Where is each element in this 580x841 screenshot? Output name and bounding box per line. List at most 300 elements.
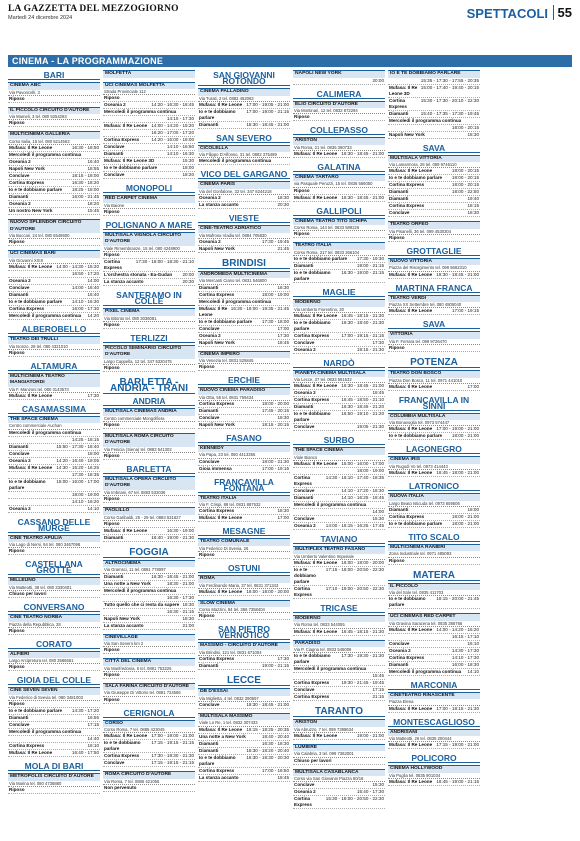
showtimes: 16:45 - 18:00 - 21:00 [436, 470, 479, 476]
film-title: Cortina Express [294, 475, 312, 487]
showtime-row [293, 270, 385, 283]
film-title: Cortina Express [199, 656, 235, 662]
venue-block [198, 575, 290, 596]
city-heading: CASAMASSIMA [8, 404, 100, 414]
showtime-row [8, 187, 100, 194]
showtime-row [388, 182, 480, 189]
showtimes: 16:10 [87, 743, 99, 749]
film-title: La stanza accanto [199, 202, 239, 208]
listings-columns [8, 70, 572, 835]
venue-name: ARISTON [293, 137, 385, 145]
showtimes: 14:20 - 16:30 - 18:45 [151, 102, 194, 108]
showtime-row [198, 702, 290, 709]
showtime-row [198, 239, 290, 246]
showtimes: 17:15 [372, 687, 384, 693]
venue-address: Via Venezia tel. 0831 525845 [198, 358, 290, 364]
showtime-row [198, 466, 290, 473]
city-heading: CALIMERA [293, 89, 385, 99]
film-title: Mercoledì il programma continua [389, 117, 462, 123]
showtime-row [8, 722, 100, 729]
showtime-row [293, 383, 385, 390]
venue-address: Via Otta, 55 tel. 0831 759434 [198, 395, 290, 401]
venue-address: Via P. Ciagna tel. 0833 545006 [293, 647, 385, 653]
film-title: Cortina Express [294, 397, 330, 403]
venue-name: CINEMA PALLADINO [198, 88, 290, 96]
city-heading: ANDRIA [103, 396, 195, 406]
venue-block [198, 88, 290, 129]
showtime-row [198, 613, 290, 620]
city-heading: POLICORO [388, 753, 480, 763]
city-heading: OSTUNI [198, 563, 290, 573]
film-title: Conclave [104, 172, 125, 178]
showtime-row [293, 560, 385, 567]
showtime-row [293, 347, 385, 354]
venue-name: CINE SEVEN SEVEN [8, 687, 100, 695]
city-heading: TERLIZZI [103, 333, 195, 343]
section-title: SPETTACOLI [466, 6, 548, 21]
film-title: Riposo [389, 345, 405, 351]
showtime-row [388, 655, 480, 662]
city-heading: FRANCAVILLA IN SINNI [388, 395, 480, 411]
showtime-row [388, 272, 480, 279]
showtimes: 16:15 - 18:25 - 20:35 [246, 726, 289, 732]
film-title: Diamanti [9, 292, 29, 298]
venue-name: DB D'ESSAI [198, 688, 290, 696]
showtime-row [8, 350, 100, 357]
venue-block [103, 720, 195, 768]
venue-name: LUMIERE [293, 744, 385, 752]
venue-name: METROPOLIS CIRCUITO D'AUTORE [8, 773, 100, 781]
showtime-row [198, 102, 290, 109]
film-title: Cortina Express [104, 137, 140, 143]
showtimes: 19:40 [467, 196, 479, 202]
showtime-row [103, 130, 195, 137]
film-title: Cortina Express [389, 97, 407, 109]
film-title: Conclave [9, 285, 30, 291]
showtimes: 19:00 - 21:15 [261, 663, 289, 669]
showtimes: 16:30 - 19:00 [166, 527, 194, 533]
film-title: Diamanti [199, 121, 219, 127]
showtimes: 18:30 [467, 131, 479, 137]
showtimes: 17:30 [277, 332, 289, 338]
showtime-row [198, 748, 290, 755]
showtime-row [388, 210, 480, 217]
film-title: Mercoledì il programma continua [294, 502, 367, 508]
showtimes: 16:30 - 18:30 - 20:30 [246, 754, 289, 760]
showtimes: 18:00 - 20:15 [451, 168, 479, 174]
venue-name: PIANETA CINEMA MULTISALA [293, 370, 385, 378]
showtime-row [388, 189, 480, 196]
showtimes: 16:30 - 18:45 - 21:00 [341, 383, 384, 389]
film-title: Riposo [389, 234, 405, 240]
showtimes: 17:30 [87, 392, 99, 398]
showtime-row [8, 548, 100, 555]
film-title: Oceania 2 [294, 346, 316, 352]
venue-block [8, 651, 100, 672]
showtimes: 17:30 - 18:00 [261, 318, 289, 324]
showtime-row [293, 516, 385, 523]
showtime-row [103, 252, 195, 259]
showtime-row [198, 109, 290, 122]
venue-address: Via Roma, 21 tel. 0836 360733 [293, 145, 385, 151]
film-title: Riposo [104, 671, 120, 677]
film-title: La stanza accanto [104, 622, 144, 628]
venue-name: CINEMA TARTARO [293, 174, 385, 182]
film-title: Mufasa: Il Re Leone [199, 515, 243, 521]
showtime-row [198, 775, 290, 782]
showtimes: 16:30 - 18:45 - 21:00 [341, 150, 384, 156]
film-title: Diamanti [389, 506, 409, 512]
showtime-row [198, 319, 290, 326]
showtimes: 16:30 - 18:45 - 21:00 [151, 573, 194, 579]
showtime-row [8, 750, 100, 757]
venue-address: Corso Roma, 7 tel. 0885 423045 [103, 727, 195, 733]
showtime-row [8, 299, 100, 306]
film-title: Mercoledì il programma continua [104, 109, 177, 115]
film-title: Riposo [104, 647, 120, 653]
venue-block [293, 137, 385, 158]
paper-name: LA GAZZETTA DEL MEZZOGIORNO [8, 4, 179, 14]
showtime-row [388, 78, 480, 85]
film-title: Io e te dobbiamo parlare [389, 596, 426, 608]
venue-address: Via Filippo D'Alfonso, 31 tel. 0882 375489 [198, 152, 290, 158]
venue-name: MULTISALA ROMA CIRCUITO D'AUTORE [103, 433, 195, 447]
showtimes: 15:30 - 18:00 - 20:50 - 22:30 [325, 796, 384, 802]
venue-name: ALTROCINEMA [103, 560, 195, 568]
showtime-row [388, 596, 480, 609]
city-heading: TRICASE [293, 603, 385, 613]
city-heading: BARLETTA [103, 464, 195, 474]
venue-address: Via Abruzzo, 7 tel. 099 7398634 [293, 727, 385, 733]
film-title: Cortina Express [199, 508, 235, 514]
film-title: Mufasa: Il Re Leone [199, 726, 243, 732]
showtimes: 15:30 - 17:30 - 20:10 - 22:30 [420, 97, 479, 103]
venue-name: CINEMA IRIS [388, 456, 480, 464]
venue-block [293, 174, 385, 202]
showtime-row [103, 172, 195, 179]
venue-address: Via F. Ferrara tel. 099 9726470 [388, 339, 480, 345]
showtimes: 14:00 - 14:20 - 15:20 [151, 123, 194, 129]
film-title: L'orchestra stonata - Ea-Gudan [104, 272, 173, 278]
showtimes: 19:00 - 21:15 [356, 263, 384, 269]
showtimes: 14:10 - 17:30 [166, 116, 194, 122]
film-title: Cortina Express [9, 743, 45, 749]
film-title: Io e te dobbiamo parlare [294, 270, 331, 282]
showtimes: 17:15 [87, 722, 99, 728]
film-title: Mufasa: Il Re Leone [104, 733, 148, 739]
venue-block [293, 744, 385, 765]
showtimes: 16:30 - 19:00 - 21:15 [341, 270, 384, 276]
issue-date: Martedì 24 dicembre 2024 [8, 15, 73, 21]
film-title: Riposo [104, 252, 120, 258]
venue-address: Piazza del Risorgimento tel. 099 5662310 [388, 265, 480, 271]
showtime-row [8, 444, 100, 451]
film-title: Mufasa: Il Re Leone [9, 145, 53, 151]
showtimes: 18:30 - 18:45 - 21:00 [246, 701, 289, 707]
showtimes: 14:25 - 18:15 [71, 436, 99, 442]
venue-block [198, 445, 290, 473]
showtime-row [103, 165, 195, 172]
film-title: Conclave [104, 144, 125, 150]
venue-block [388, 370, 480, 391]
venue-name: CINETEATRO RINASCENTE [388, 692, 480, 700]
venue-name: NAPOLI NEW YORK [293, 70, 385, 78]
showtime-row [388, 196, 480, 203]
showtimes: 17:30 - 19:30 - 21:30 [341, 653, 384, 659]
showtime-row [103, 574, 195, 581]
showtime-row [198, 246, 290, 253]
showtimes: 16:40 - 19:00 - 21:30 [151, 534, 194, 540]
showtimes: 18:00 - 19:00 [261, 291, 289, 297]
showtime-row [293, 680, 385, 687]
listing-column [198, 70, 290, 835]
city-heading: CONVERSANO [8, 602, 100, 612]
showtimes: 17:00 - 18:50 [261, 767, 289, 773]
showtime-row [8, 492, 100, 499]
film-title: Io e te dobbiamo parlare [9, 187, 63, 193]
showtime-row [388, 706, 480, 713]
venue-block [198, 181, 290, 209]
film-title: Diamanti [104, 573, 124, 579]
venue-block [293, 101, 385, 122]
city-heading: SAVA [388, 143, 480, 153]
venue-address: Piazza Don Bosco, 11 tel. 0971 441010 [388, 378, 480, 384]
film-title: Cortina Express [389, 513, 425, 519]
film-title: Conclave [199, 325, 220, 331]
venue-address: Viale Bianco [293, 455, 385, 461]
city-heading: GIOIA DEL COLLE [8, 675, 100, 685]
venue-name: KENNEDY [198, 445, 290, 453]
showtime-row [8, 743, 100, 750]
venue-block [103, 771, 195, 792]
showtime-row [8, 264, 100, 271]
page-number: 55 [553, 5, 572, 20]
venue-block [293, 370, 385, 432]
city-heading: VIESTE [198, 213, 290, 223]
film-title: Diamanti [294, 263, 314, 269]
film-title: Cortina Express [294, 796, 312, 808]
film-title: Riposo [294, 187, 310, 193]
film-title: Io e te dobbiamo parlare [199, 754, 236, 766]
film-title: Mufasa: Il Re Leone [389, 626, 433, 632]
showtimes: 17:00 - 19:05 - 21:00 [246, 101, 289, 107]
venue-name: TEATRO VERDI [388, 295, 480, 303]
showtime-row [293, 687, 385, 694]
venue-name: CINEMA IMPERO [198, 351, 290, 359]
showtime-row [103, 95, 195, 102]
showtime-row [388, 514, 480, 521]
listings-banner: CINEMA - LA PROGRAMMAZIONE [8, 55, 572, 67]
showtimes: 18:30 - 18:45 - 21:00 [436, 271, 479, 277]
showtime-row [103, 116, 195, 123]
showtime-row [293, 188, 385, 195]
film-title: La stanza accanto [104, 279, 144, 285]
film-title: Diamanti [389, 110, 409, 116]
showtime-row [388, 308, 480, 315]
showtimes: 17:30 - 19:30 - 21:30 [151, 753, 194, 759]
film-title: Mufasa: Il Re Leone [389, 383, 433, 389]
listing-column [8, 70, 100, 835]
showtimes: 16:55 [87, 715, 99, 721]
showtime-row [388, 634, 480, 641]
venue-name: TEATRO DEI TRULLI [8, 336, 100, 344]
showtimes: 17:00 - 18:15 - 21:30 [436, 705, 479, 711]
venue-address: Via Federico Di Svevia, 26 [198, 546, 290, 552]
showtimes: 19:30 - 21:45 - 19:45 [341, 680, 384, 686]
showtime-row [293, 461, 385, 468]
venue-name: MULTISALA CINEMAS ANDRIA [103, 408, 195, 416]
venue-block [388, 221, 480, 242]
venue-name: CINEMA HOLLYWOOD [388, 765, 480, 773]
film-title: Mufasa: Il Re Leone [294, 559, 338, 565]
showtime-row [293, 523, 385, 530]
showtimes: 14:00 [372, 509, 384, 515]
showtime-row [103, 647, 195, 654]
showtime-row [103, 672, 195, 679]
showtimes: 18:00 - 20:00 [261, 400, 289, 406]
showtimes: 15:00 - 17:40 - 19:40 - 20:15 [420, 84, 479, 90]
showtime-row [103, 623, 195, 630]
showtimes: 14:10 - 16:30 [71, 299, 99, 305]
film-title: Riposo [9, 95, 25, 101]
venue-address: Via Montinari, 12 tel. 0832 872294 [293, 108, 385, 114]
showtime-row [103, 453, 195, 460]
listing-column [388, 70, 480, 835]
showtimes: 18:25 - 18:00 [71, 187, 99, 193]
showtime-row [198, 656, 290, 663]
film-title: Io e te dobbiamo parlare [104, 740, 141, 752]
showtimes: 16:40 [87, 159, 99, 165]
city-heading: SURBO [293, 435, 385, 445]
film-title: Riposo [199, 364, 215, 370]
venue-block [198, 351, 290, 372]
showtimes: 16:30 - 18:45 - 21:20 [341, 404, 384, 410]
showtime-row [388, 507, 480, 514]
showtime-row [293, 509, 385, 516]
showtime-row [8, 465, 100, 472]
venue-block [103, 433, 195, 460]
showtime-row [8, 306, 100, 313]
showtimes: 17:00 - 19:00 - 21:15 [246, 108, 289, 114]
showtime-row [8, 472, 100, 479]
showtime-row [198, 158, 290, 165]
film-title: Riposo [389, 557, 405, 563]
showtimes: 14:30 - 15:20 - 16:25 [56, 464, 99, 470]
venue-name: CINEMA TEATRO TITO SCHIPA [293, 218, 385, 226]
venue-address: Piazza Elena [388, 699, 480, 705]
showtimes: 16:30 - 18:50 [71, 145, 99, 151]
venue-name: CINE TEATRO APULIA [8, 535, 100, 543]
showtimes: 16:30 - 17:30 [166, 594, 194, 600]
venue-address: Via Umberto Valentino Imperiale [293, 554, 385, 560]
showtime-row [103, 740, 195, 753]
venue-address: Centro commerciale Mongolfiera [103, 416, 195, 422]
venue-block [293, 546, 385, 599]
showtimes: 16:45 - 18:15 - 21:30 [341, 312, 384, 318]
venue-block [8, 82, 100, 103]
city-heading: SAN PIETRO VERNOTICO [198, 624, 290, 640]
venue-name: NUOVO CINEMA PARADISO [198, 387, 290, 395]
film-title: Oceania 2 [9, 201, 31, 207]
film-title: Diamanti [389, 189, 409, 195]
showtime-row [198, 422, 290, 429]
venue-block [198, 387, 290, 429]
film-title: Riposo [9, 786, 25, 792]
showtime-row [8, 166, 100, 173]
venue-address: Via Ferdinando Maria, 37 tel. 0831 371343 [198, 583, 290, 589]
venue-block [103, 345, 195, 372]
venue-address: Largo Arcipretura tel. 080 3586661 [8, 658, 100, 664]
venue-block [103, 476, 195, 503]
showtime-row [388, 125, 480, 132]
film-title: Oceania 2 [9, 457, 31, 463]
showtimes: 15:45 [372, 673, 384, 679]
film-title: Mercoledì il programma continua [9, 729, 82, 735]
film-title: Riposo [104, 321, 120, 327]
showtime-row [8, 208, 100, 215]
venue-address: Via del Sole tel. 0835 411703 [388, 590, 480, 596]
showtime-row [293, 666, 385, 673]
film-title: Mercoledì il programma continua [104, 587, 177, 593]
venue-address: Corso Roma, 217 tel. 0833 266104 [293, 250, 385, 256]
showtimes: 21:15 [372, 694, 384, 700]
venue-address: Via Umberto Fiorentino, 30 [293, 307, 385, 313]
film-title: Napoli New York [199, 421, 235, 427]
showtimes: 19:05 - 21:30 [356, 424, 384, 430]
film-title: Riposo [294, 114, 310, 120]
film-title: Mufasa: Il Re Leone [294, 628, 338, 634]
film-title: Conclave [104, 760, 125, 766]
showtimes: 16:00 - 18:00 - 20:00 [341, 559, 384, 565]
showtime-row [8, 787, 100, 794]
showtimes: 21:00 [182, 622, 194, 628]
film-title: Cortina Express [389, 182, 425, 188]
film-title: Napoli New York [104, 615, 140, 621]
showtimes: 21:45 [277, 245, 289, 251]
venue-address: Via Buccari, 24 tel. 080 5548600 [8, 233, 100, 239]
showtimes: 17:00 - 19:00 - 21:00 [151, 733, 194, 739]
showtimes: 18:30 - 18:45 - 21:00 [246, 121, 289, 127]
city-heading: FASANO [198, 433, 290, 443]
venue-block [388, 493, 480, 528]
venue-address: Via Matteotti, 26 tel. 0835 200444 [388, 736, 480, 742]
showtimes: 18:15 [467, 203, 479, 209]
showtimes: 18:45 [277, 339, 289, 345]
showtime-row [293, 673, 385, 680]
film-title: Diamanti [199, 663, 219, 669]
film-title: Mufasa: Il Re Leone 3D [389, 84, 418, 96]
film-title: Io e te dobbiamo parlare [389, 175, 443, 181]
showtime-row [8, 628, 100, 635]
listing-column [293, 70, 385, 835]
venue-address: via Pasquale Peruzzi, 15 tel. 0836 566050 [293, 181, 385, 187]
showtime-row [293, 397, 385, 404]
venue-address: Via Matteotti, 38 tel. 080 3330401 [8, 585, 100, 591]
showtime-row [388, 98, 480, 111]
showtimes: 17:00 - 19:15 [451, 308, 479, 314]
city-heading: MONTESCAGLIOSO [388, 717, 480, 727]
showtimes: 18:00 [87, 450, 99, 456]
showtimes: 20:30 [182, 279, 194, 285]
showtimes: 16:45 - 19:00 - 21:15 [436, 779, 479, 785]
venue-block [388, 155, 480, 218]
showtimes: 20:00 [372, 77, 384, 83]
showtime-row [103, 151, 195, 158]
venue-name: TEATRO ORFEO [388, 221, 480, 229]
venue-name: SLOW CINEMA [198, 600, 290, 608]
film-title: Cortina Express [104, 259, 122, 271]
city-heading: NARDÒ [293, 358, 385, 368]
